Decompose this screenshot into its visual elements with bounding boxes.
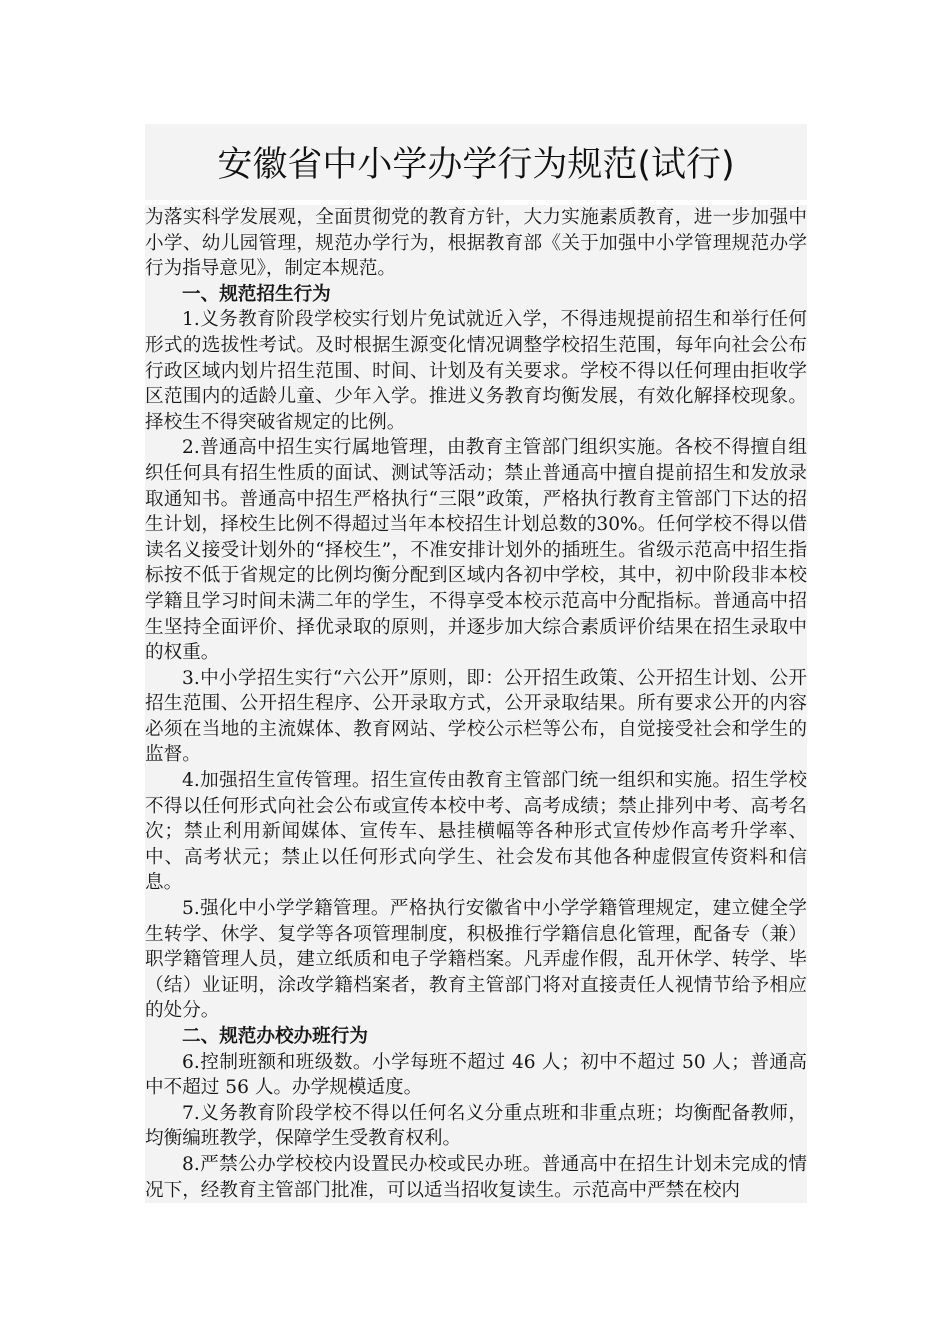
document-body (145, 205, 807, 1203)
paragraph-3: 3.中小学招生实行“六公开”原则，即：公开招生政策、公开招生计划、公开招生范围、公开招生程序、公开录取方式，公开录取结果。所有要求公开的内容必须在当地的主流媒体、教育网站、学校公示栏等公布，自觉接受社会和学生的监督。 (145, 667, 807, 766)
paragraph-4: 4.加强招生宣传管理。招生宣传由教育主管部门统一组织和实施。招生学校不得以任何形式向社会公布或宣传本校中考、高考成绩；禁止排列中考、高考名次；禁止利用新闻媒体、宣传车、悬挂横幅等各种形式宣传炒作高考升学率、中、高考状元；禁止以任何形式向学生、社会发布其他各种虚假宣传资料和信息。 (145, 770, 807, 894)
paragraph-1: 1.义务教育阶段学校实行划片免试就近入学，不得违规提前招生和举行任何形式的选拔性考试。及时根据生源变化情况调整学校招生范围，每年向社会公布行政区域内划片招生范围、时间、计划及有关要求。学校不得以任何理由拒收学区范围内的适龄儿童、少年入学。推进义务教育均衡发展，有效化解择校现象。择校生不得突破省规定的比例。 (145, 309, 807, 433)
section-heading-1: 一、规范招生行为 (182, 283, 331, 305)
paragraph-7: 7.义务教育阶段学校不得以任何名义分重点班和非重点班；均衡配备教师，均衡编班教学，保障学生受教育权利。 (145, 1102, 807, 1150)
document-page (145, 124, 807, 1203)
title-band (145, 124, 807, 200)
section-heading-2: 二、规范办校办班行为 (182, 1026, 368, 1047)
document-title: 安徽省中小学办学行为规范(试行) (217, 145, 735, 185)
paragraph-5: 5.强化中小学学籍管理。严格执行安徽省中小学学籍管理规定，建立健全学生转学、休学、复学等各项管理制度，积极推行学籍信息化管理，配备专（兼）职学籍管理人员，建立纸质和电子学籍档案。凡弄虚作假，乱开休学、转学、毕（结）业证明，涂改学籍档案者，教育主管部门将对直接责任人视情节给予相应的处分。 (145, 898, 807, 1022)
paragraph-8: 8.严禁公办学校校内设置民办校或民办班。普通高中在招生计划未完成的情况下，经教育主管部门批准，可以适当招收复读生。示范高中严禁在校内 (145, 1153, 807, 1201)
intro-paragraph: 为落实科学发展观，全面贯彻党的教育方针，大力实施素质教育，进一步加强中小学、幼儿园管理，规范办学行为，根据教育部《关于加强中小学管理规范办学行为指导意见》，制定本规范。 (145, 207, 807, 280)
paragraph-6: 6.控制班额和班级数。小学每班不超过 46 人；初中不超过 50 人；普通高中不超过 56 人。办学规模适度。 (145, 1051, 807, 1099)
paragraph-2: 2.普通高中招生实行属地管理，由教育主管部门组织实施。各校不得擅自组织任何具有招生性质的面试、测试等活动；禁止普通高中擅自提前招生和发放录取通知书。普通高中招生严格执行“三限”政策，严格执行教育主管部门下达的招生计划，择校生比例不得超过当年本校招生计划总数的30%。任何学校不得以借读名义接受计划外的“择校生”，不准安排计划外的插班生。省级示范高中招生指标按不低于省规定的比例均衡分配到区域内各初中学校，其中，初中阶段非本校学籍且学习时间未满二年的学生，不得享受本校示范高中分配指标。普通高中招生坚持全面评价、择优录取的原则，并逐步加大综合素质评价结果在招生录取中的权重。 (145, 437, 807, 664)
